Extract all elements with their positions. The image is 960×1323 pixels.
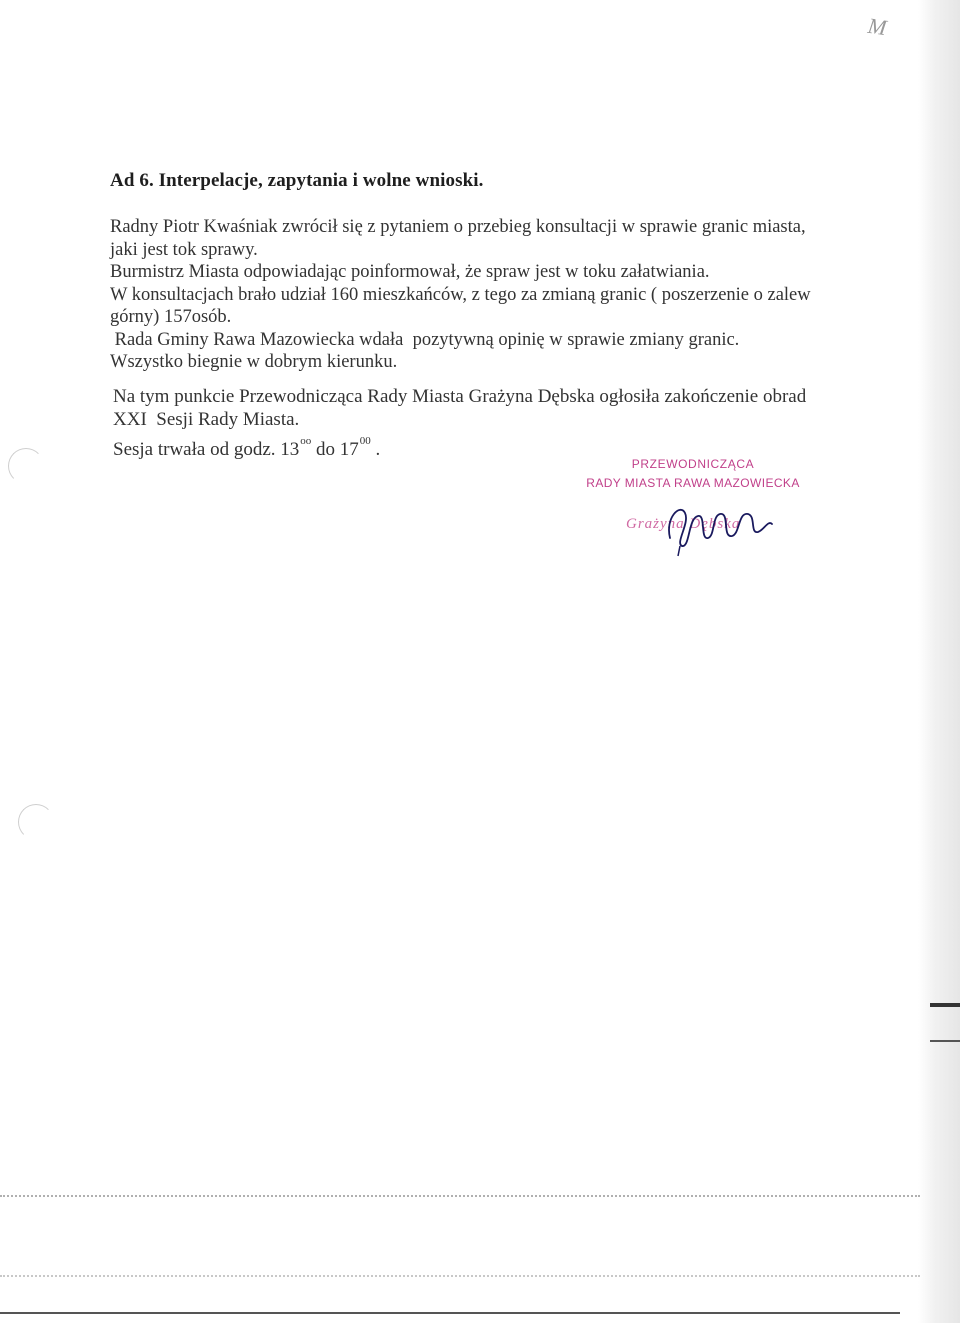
punch-hole-top xyxy=(8,448,44,484)
body-paragraphs xyxy=(110,216,811,374)
closing-line: Na tym punkcie Przewodnicząca Rady Miasta Grażyna Dębska ogłosiła zakończenie obrad xyxy=(113,386,807,407)
scan-artifact-line xyxy=(0,1195,920,1197)
body-line: Wszystko biegnie w dobrym kierunku. xyxy=(110,352,398,372)
corner-handwritten-mark: M xyxy=(866,12,889,41)
closing-paragraph xyxy=(113,385,806,431)
page-edge-shadow xyxy=(918,0,960,1323)
body-line: Radny Piotr Kwaśniak zwrócił się z pytaniem o przebieg konsultacji w sprawie granic miasta, xyxy=(110,217,806,237)
body-line: górny) 157osób. xyxy=(110,307,232,327)
body-line: Burmistrz Miasta odpowiadając poinformował, że spraw jest w toku załatwiania. xyxy=(110,262,710,282)
stamp-title: PRZEWODNICZĄCA xyxy=(631,457,755,471)
stamp-institution: RADY MIASTA RAWA MAZOWIECKA xyxy=(586,476,800,490)
stamp-name: Grażyna Dębska xyxy=(626,516,741,532)
handwritten-signature xyxy=(660,498,780,558)
session-end-minutes: 00 xyxy=(359,435,371,447)
official-stamp xyxy=(578,455,808,493)
scan-artifact-line xyxy=(0,1275,920,1277)
scan-bottom-edge xyxy=(0,1312,900,1314)
edge-mark xyxy=(930,1003,960,1007)
section-heading: Ad 6. Interpelacje, zapytania i wolne wnioski. xyxy=(110,170,484,191)
punch-hole-bottom xyxy=(18,804,54,840)
edge-mark-thin xyxy=(930,1040,960,1042)
session-suffix: . xyxy=(370,439,381,460)
closing-line: XXI Sesji Rady Miasta. xyxy=(113,409,300,430)
body-line: jaki jest tok sprawy. xyxy=(110,239,258,260)
session-prefix: Sesja trwała od godz. 13 xyxy=(113,439,300,460)
body-line: Rada Gminy Rawa Mazowiecka wdała pozytywną opinię w sprawie zmiany granic. xyxy=(110,329,740,350)
session-duration xyxy=(113,435,380,461)
session-start-minutes: oo xyxy=(300,435,312,447)
session-middle: do 17 xyxy=(311,439,359,460)
body-line: W konsultacjach brało udział 160 mieszkańców, z tego za zmianą granic ( poszerzenie o zalew xyxy=(110,284,811,305)
